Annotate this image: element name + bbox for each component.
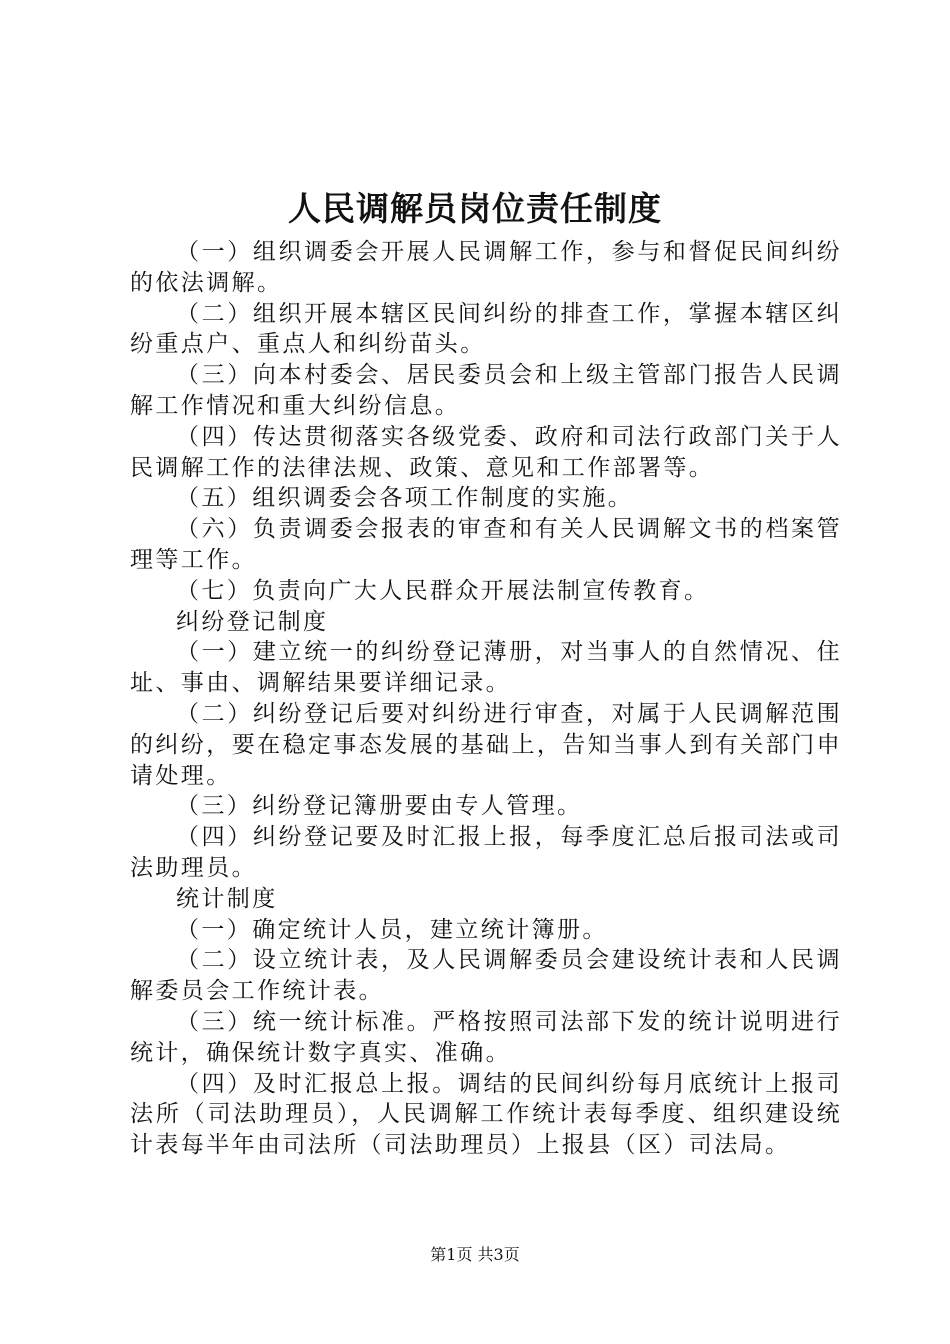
document-body [130, 237, 842, 1161]
paragraph: （六）负责调委会报表的审查和有关人民调解文书的档案管理等工作。 [130, 516, 842, 573]
paragraph: （二）组织开展本辖区民间纠纷的排查工作，掌握本辖区纠纷重点户、重点人和纠纷苗头。 [130, 300, 842, 358]
paragraph: （一）组织调委会开展人民调解工作，参与和督促民间纠纷的依法调解。 [130, 239, 842, 296]
paragraph: （四）纠纷登记要及时汇报上报，每季度汇总后报司法或司法助理员。 [130, 824, 842, 881]
paragraph: （三）统一统计标准。严格按照司法部下发的统计说明进行统计，确保统计数字真实、准确。 [130, 1008, 842, 1066]
paragraph: （三）纠纷登记簿册要由专人管理。 [176, 793, 583, 820]
document-title: 人民调解员岗位责任制度 [288, 189, 662, 228]
paragraph: （四）传达贯彻落实各级党委、政府和司法行政部门关于人民调解工作的法律法规、政策、意见和工作部署等。 [130, 423, 842, 481]
section-heading: 纠纷登记制度 [176, 608, 329, 635]
paragraph: （一）建立统一的纠纷登记薄册，对当事人的自然情况、住址、事由、调解结果要详细记录。 [130, 639, 842, 697]
paragraph: （二）纠纷登记后要对纠纷进行审查，对属于人民调解范围的纠纷，要在稳定事态发展的基础上，告知当事人到有关部门申请处理。 [130, 700, 842, 789]
paragraph: （三）向本村委会、居民委员会和上级主管部门报告人民调解工作情况和重大纠纷信息。 [130, 362, 842, 419]
paragraph: （四）及时汇报总上报。调结的民间纠纷每月底统计上报司法所（司法助理员），人民调解工作统计表每季度、组织建设统计表每半年由司法所（司法助理员）上报县（区）司法局。 [130, 1070, 842, 1159]
paragraph: （二）设立统计表，及人民调解委员会建设统计表和人民调解委员会工作统计表。 [130, 947, 842, 1005]
page-footer: 第1页 共3页 [430, 1245, 520, 1264]
paragraph: （一）确定统计人员，建立统计簿册。 [176, 916, 608, 943]
paragraph: （七）负责向广大人民群众开展法制宣传教育。 [176, 577, 710, 604]
paragraph: （五）组织调委会各项工作制度的实施。 [176, 485, 634, 512]
section-heading: 统计制度 [176, 885, 278, 912]
